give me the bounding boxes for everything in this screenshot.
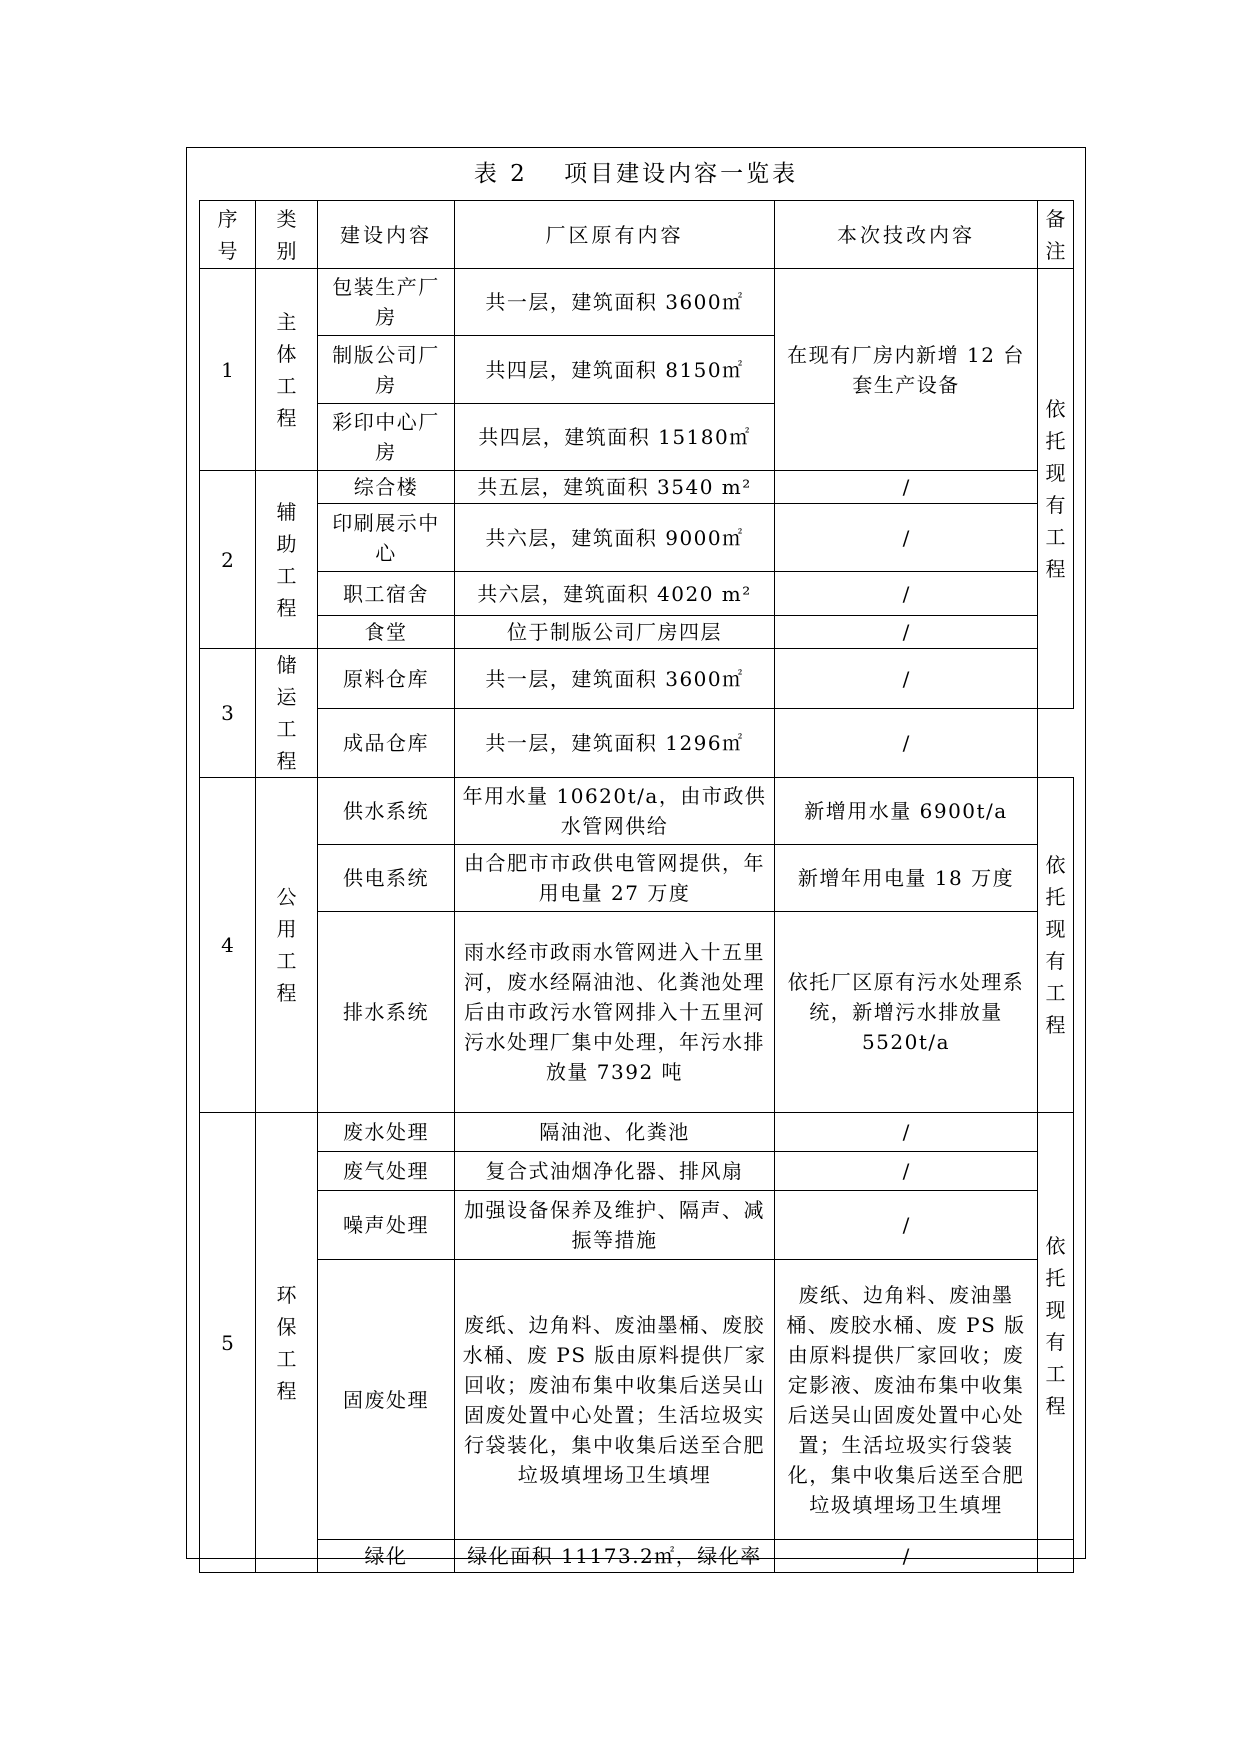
content-cell: 噪声处理	[318, 1191, 455, 1260]
table-row	[200, 649, 1074, 709]
content-cell: 排水系统	[318, 912, 455, 1113]
table-row	[200, 845, 1074, 912]
existing-cell: 共四层，建筑面积 8150㎡	[455, 336, 775, 404]
upgrade-cell: /	[775, 572, 1038, 616]
header-note: 备注	[1038, 201, 1074, 269]
existing-cell: 复合式油烟净化器、排风扇	[455, 1152, 775, 1191]
content-cell: 废气处理	[318, 1152, 455, 1191]
seq-cell: 2	[200, 471, 256, 649]
content-cell: 成品仓库	[318, 709, 455, 778]
table-frame	[186, 147, 1086, 1568]
existing-cell: 共六层，建筑面积 4020 m²	[455, 572, 775, 616]
existing-cell: 雨水经市政雨水管网进入十五里河，废水经隔油池、化粪池处理后由市政污水管网排入十五里河污水处理厂集中处理，年污水排放量 7392 吨	[455, 912, 775, 1113]
table-row	[200, 1191, 1074, 1260]
seq-cell: 3	[200, 649, 256, 778]
header-seq: 序号	[200, 201, 256, 269]
seq-cell: 4	[200, 778, 256, 1113]
content-cell: 职工宿舍	[318, 572, 455, 616]
category-cell: 主体工程	[256, 269, 318, 471]
existing-cell: 由合肥市市政供电管网提供，年用电量 27 万度	[455, 845, 775, 912]
existing-cell: 共一层，建筑面积 3600㎡	[455, 269, 775, 336]
existing-cell: 废纸、边角料、废油墨桶、废胶水桶、废 PS 版由原料提供厂家回收；废油布集中收集后送吴山固废处置中心处置；生活垃圾实行袋装化，集中收集后送至合肥垃圾填埋场卫生填埋	[455, 1260, 775, 1540]
category-cell: 辅助工程	[256, 471, 318, 649]
table-row	[200, 269, 1074, 336]
header-category: 类别	[256, 201, 318, 269]
project-content-table	[199, 200, 1074, 1573]
table-row	[200, 1540, 1074, 1573]
upgrade-cell: 依托厂区原有污水处理系统，新增污水排放量 5520t/a	[775, 912, 1038, 1113]
upgrade-cell: /	[775, 616, 1038, 649]
existing-cell: 隔油池、化粪池	[455, 1113, 775, 1152]
note-cell: 依托现有工程	[1038, 778, 1074, 1113]
table-title: 表 2 项目建设内容一览表	[473, 161, 799, 187]
content-cell: 包装生产厂房	[318, 269, 455, 336]
table-row	[200, 709, 1074, 778]
existing-cell: 共六层，建筑面积 9000㎡	[455, 504, 775, 572]
upgrade-cell: /	[775, 504, 1038, 572]
table-row	[200, 912, 1074, 1113]
content-cell: 原料仓库	[318, 649, 455, 709]
table-row	[200, 1152, 1074, 1191]
table-row	[200, 504, 1074, 572]
content-cell: 彩印中心厂房	[318, 404, 455, 471]
category-cell: 环保工程	[256, 1113, 318, 1573]
existing-cell: 共一层，建筑面积 1296㎡	[455, 709, 775, 778]
existing-cell: 年用水量 10620t/a，由市政供水管网供给	[455, 778, 775, 845]
content-cell: 废水处理	[318, 1113, 455, 1152]
seq-cell: 1	[200, 269, 256, 471]
note-cell: 依托现有工程	[1038, 269, 1074, 709]
content-cell: 制版公司厂房	[318, 336, 455, 404]
upgrade-cell: 新增年用电量 18 万度	[775, 845, 1038, 912]
content-cell: 固废处理	[318, 1260, 455, 1540]
upgrade-cell: /	[775, 649, 1038, 709]
table-row	[200, 1113, 1074, 1152]
table-row	[200, 471, 1074, 504]
content-cell: 供电系统	[318, 845, 455, 912]
content-cell: 供水系统	[318, 778, 455, 845]
header-upgrade: 本次技改内容	[775, 201, 1038, 269]
category-cell: 公用工程	[256, 778, 318, 1113]
header-row	[200, 201, 1074, 269]
upgrade-cell: 在现有厂房内新增 12 台套生产设备	[775, 269, 1038, 471]
upgrade-cell: 废纸、边角料、废油墨桶、废胶水桶、废 PS 版由原料提供厂家回收；废定影液、废油布集中收集后送吴山固废处置中心处置；生活垃圾实行袋装化，集中收集后送至合肥垃圾填埋场卫生填埋	[775, 1260, 1038, 1540]
upgrade-cell: /	[775, 471, 1038, 504]
upgrade-cell: /	[775, 1191, 1038, 1260]
existing-cell: 加强设备保养及维护、隔声、减振等措施	[455, 1191, 775, 1260]
header-content: 建设内容	[318, 201, 455, 269]
content-cell: 食堂	[318, 616, 455, 649]
table-row	[200, 778, 1074, 845]
existing-cell: 位于制版公司厂房四层	[455, 616, 775, 649]
seq-cell: 5	[200, 1113, 256, 1573]
content-cell: 绿化	[318, 1540, 455, 1573]
existing-cell: 绿化面积 11173.2㎡，绿化率	[455, 1540, 775, 1573]
existing-cell: 共五层，建筑面积 3540 m²	[455, 471, 775, 504]
content-cell: 综合楼	[318, 471, 455, 504]
upgrade-cell: 新增用水量 6900t/a	[775, 778, 1038, 845]
existing-cell: 共四层，建筑面积 15180㎡	[455, 404, 775, 471]
category-cell: 储运工程	[256, 649, 318, 778]
existing-cell: 共一层，建筑面积 3600㎡	[455, 649, 775, 709]
upgrade-cell: /	[775, 709, 1038, 778]
header-existing: 厂区原有内容	[455, 201, 775, 269]
table-row	[200, 616, 1074, 649]
note-cell: 依托现有工程	[1038, 1113, 1074, 1540]
table-row	[200, 572, 1074, 616]
table-row	[200, 1260, 1074, 1540]
upgrade-cell: /	[775, 1113, 1038, 1152]
upgrade-cell: /	[775, 1152, 1038, 1191]
upgrade-cell: /	[775, 1540, 1038, 1573]
note-cell-empty	[1038, 1540, 1074, 1573]
content-cell: 印刷展示中心	[318, 504, 455, 572]
